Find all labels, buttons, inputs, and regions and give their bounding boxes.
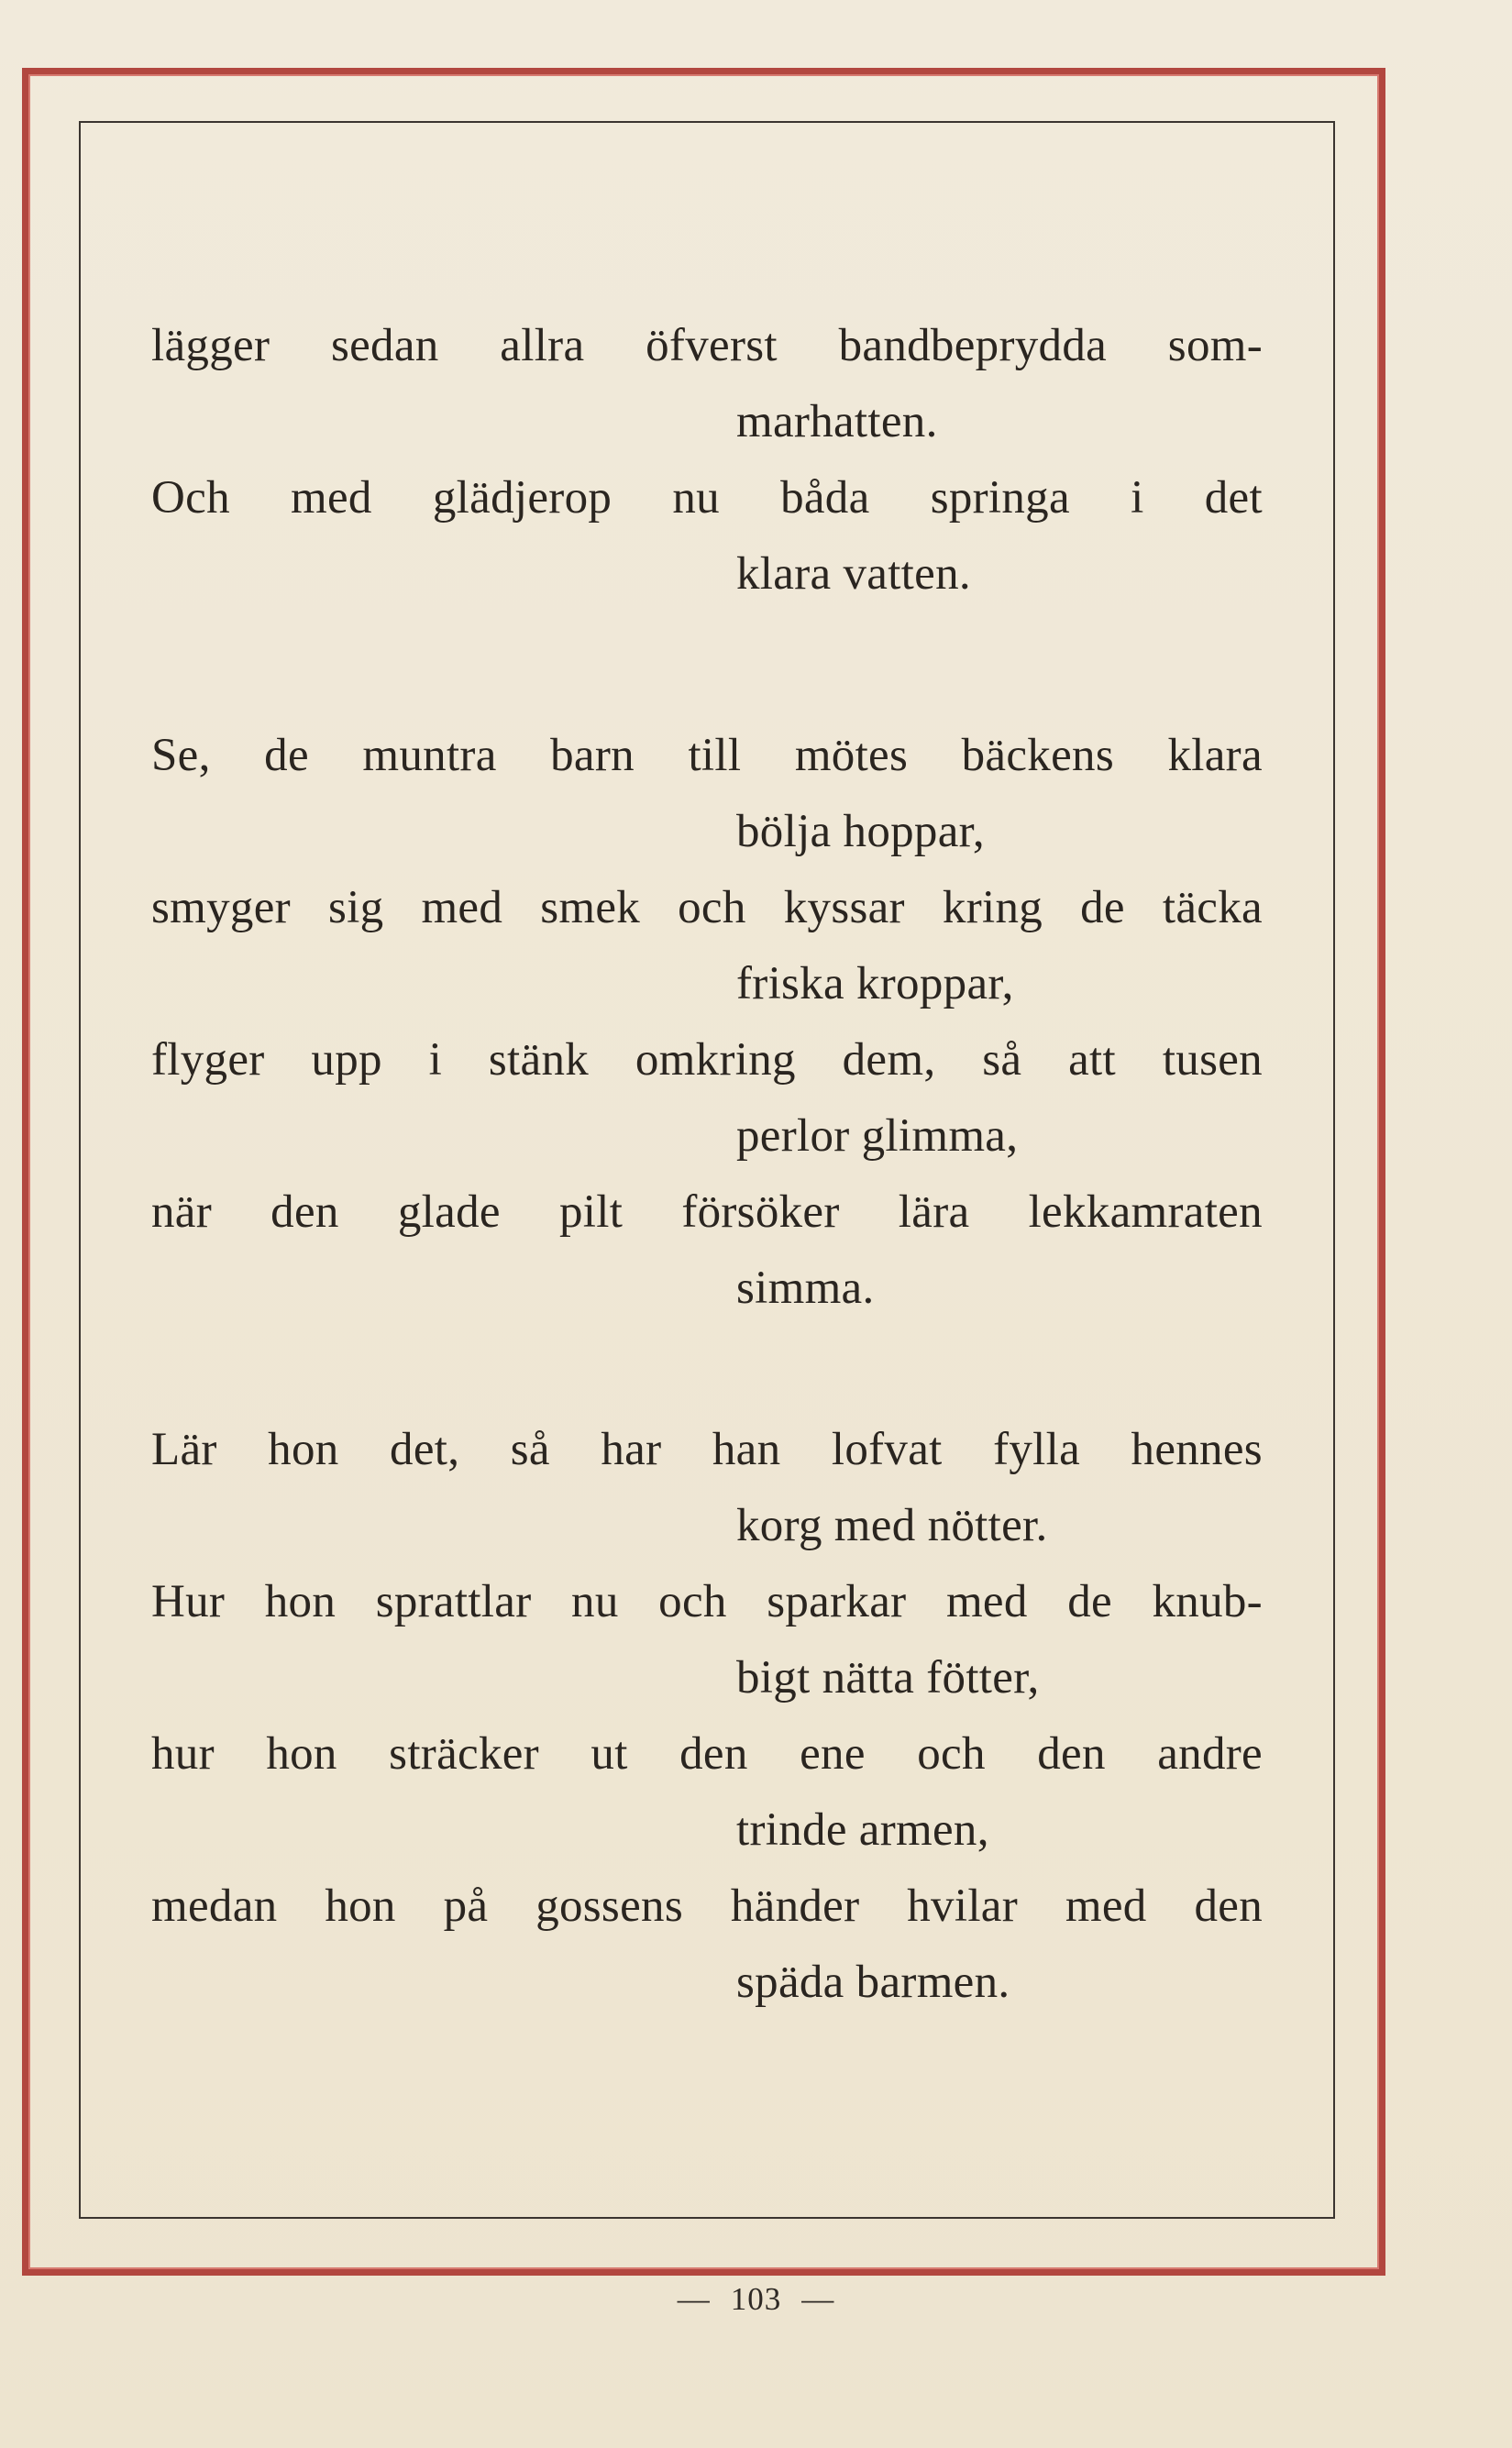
verse-word: med xyxy=(421,882,503,933)
verse-line xyxy=(151,1716,1263,1792)
verse-word: tusen xyxy=(1162,1034,1263,1086)
verse-word: så xyxy=(982,1034,1022,1086)
verse-line xyxy=(151,870,1263,946)
verse-word: på xyxy=(443,1880,489,1932)
verse-word: medan xyxy=(151,1880,278,1932)
verse-line-continuation: korg med nötter. xyxy=(736,1500,1048,1551)
verse-word: sprattlar xyxy=(375,1576,532,1627)
page-number-footer xyxy=(0,2281,1512,2318)
verse-word: med xyxy=(1065,1880,1147,1932)
verse-line xyxy=(151,1564,1263,1640)
verse-word: försöker xyxy=(681,1186,840,1238)
verse-word: och xyxy=(678,882,746,933)
verse-word: sedan xyxy=(330,320,439,371)
verse-word: sparkar xyxy=(767,1576,907,1627)
verse-word: nu xyxy=(571,1576,619,1627)
verse-word: upp xyxy=(311,1034,382,1086)
page-number: 103 xyxy=(730,2281,782,2317)
verse-word: dem, xyxy=(842,1034,936,1086)
verse-word: lekkamraten xyxy=(1028,1186,1263,1238)
verse-word: kyssar xyxy=(783,882,905,933)
verse-line xyxy=(151,460,1263,536)
verse-word: klara xyxy=(1167,730,1263,781)
verse-word: han xyxy=(712,1424,781,1475)
verse-word: i xyxy=(428,1034,443,1086)
verse-word: glädjerop xyxy=(432,472,613,524)
verse-word: Och xyxy=(151,472,230,524)
verse-line xyxy=(151,718,1263,794)
verse-word: så xyxy=(510,1424,550,1475)
verse-word: den xyxy=(1037,1728,1106,1780)
page-number-dash-right: — xyxy=(801,2281,835,2317)
verse-word: Lär xyxy=(151,1424,217,1475)
verse-word: allra xyxy=(500,320,585,371)
poem-text xyxy=(151,308,1263,2021)
verse-line-continuation: trinde armen, xyxy=(736,1804,989,1856)
verse-word: ut xyxy=(590,1728,628,1780)
verse-word: som- xyxy=(1167,320,1263,371)
verse-word: hon xyxy=(325,1880,396,1932)
verse-word: och xyxy=(917,1728,986,1780)
verse-word: mötes xyxy=(794,730,909,781)
verse-line-continuation: perlor glimma, xyxy=(736,1110,1019,1162)
verse-line-continuation: klara vatten. xyxy=(736,548,971,600)
verse-word: täcka xyxy=(1162,882,1263,933)
verse-word: lära xyxy=(898,1186,970,1238)
verse-line-continuation: bigt nätta fötter, xyxy=(736,1652,1040,1704)
verse-word: pilt xyxy=(558,1186,624,1238)
verse-word: omkring xyxy=(635,1034,796,1086)
verse-word: sig xyxy=(327,882,384,933)
verse-word: händer xyxy=(730,1880,860,1932)
verse-line xyxy=(151,1412,1263,1488)
verse-word: hon xyxy=(268,1424,339,1475)
verse-word: lägger xyxy=(151,320,270,371)
verse-word: båda xyxy=(780,472,870,524)
verse-word: det xyxy=(1204,472,1263,524)
verse-word: lofvat xyxy=(831,1424,943,1475)
verse-word: i xyxy=(1131,472,1144,524)
stanza xyxy=(151,718,1263,1327)
stanza-gap xyxy=(151,1327,1263,1412)
verse-word: bandbeprydda xyxy=(838,320,1108,371)
verse-word: hon xyxy=(266,1728,337,1780)
verse-line-continuation: späda barmen. xyxy=(736,1957,1010,2008)
verse-word: och xyxy=(658,1576,727,1627)
verse-word: det, xyxy=(390,1424,460,1475)
verse-word: fylla xyxy=(993,1424,1081,1475)
verse-word: smyger xyxy=(151,882,291,933)
stanza xyxy=(151,1412,1263,2021)
verse-word: gossens xyxy=(535,1880,683,1932)
verse-word: de xyxy=(1067,1576,1112,1627)
verse-word: den xyxy=(679,1728,748,1780)
stanza-gap xyxy=(151,612,1263,718)
verse-word: öfverst xyxy=(646,320,778,371)
verse-word: hvilar xyxy=(907,1880,1019,1932)
verse-line-continuation: simma. xyxy=(736,1263,875,1314)
verse-word: springa xyxy=(930,472,1070,524)
verse-word: Hur xyxy=(151,1576,226,1627)
page-number-dash-left: — xyxy=(677,2281,711,2317)
verse-word: med xyxy=(945,1576,1028,1627)
verse-word: ene xyxy=(800,1728,866,1780)
verse-line xyxy=(151,1174,1263,1251)
verse-word: smek xyxy=(540,882,641,933)
verse-word: att xyxy=(1068,1034,1116,1086)
verse-word: Se, xyxy=(151,730,211,781)
verse-word: har xyxy=(601,1424,662,1475)
stanza xyxy=(151,308,1263,612)
verse-word: andre xyxy=(1157,1728,1263,1780)
verse-word: bäckens xyxy=(961,730,1114,781)
verse-word: med xyxy=(291,472,372,524)
verse-word: sträcker xyxy=(389,1728,539,1780)
verse-word: muntra xyxy=(362,730,497,781)
verse-word: glade xyxy=(397,1186,501,1238)
verse-word: de xyxy=(264,730,309,781)
verse-word: hennes xyxy=(1131,1424,1263,1475)
verse-word: kring xyxy=(942,882,1043,933)
verse-word: nu xyxy=(672,472,720,524)
verse-word: till xyxy=(688,730,742,781)
verse-word: hur xyxy=(151,1728,215,1780)
verse-word: när xyxy=(151,1186,213,1238)
verse-line-continuation: marhatten. xyxy=(736,396,938,447)
verse-word: de xyxy=(1080,882,1125,933)
verse-line-continuation: friska kroppar, xyxy=(736,958,1014,1009)
verse-word: stänk xyxy=(488,1034,590,1086)
verse-word: hon xyxy=(264,1576,337,1627)
verse-line xyxy=(151,1869,1263,1945)
verse-word: den xyxy=(270,1186,339,1238)
verse-word: den xyxy=(1194,1880,1263,1932)
verse-line xyxy=(151,1022,1263,1098)
verse-word: flyger xyxy=(151,1034,265,1086)
verse-line-continuation: bölja hoppar, xyxy=(736,806,985,857)
verse-word: knub- xyxy=(1152,1576,1263,1627)
verse-line xyxy=(151,308,1263,384)
verse-word: barn xyxy=(550,730,635,781)
